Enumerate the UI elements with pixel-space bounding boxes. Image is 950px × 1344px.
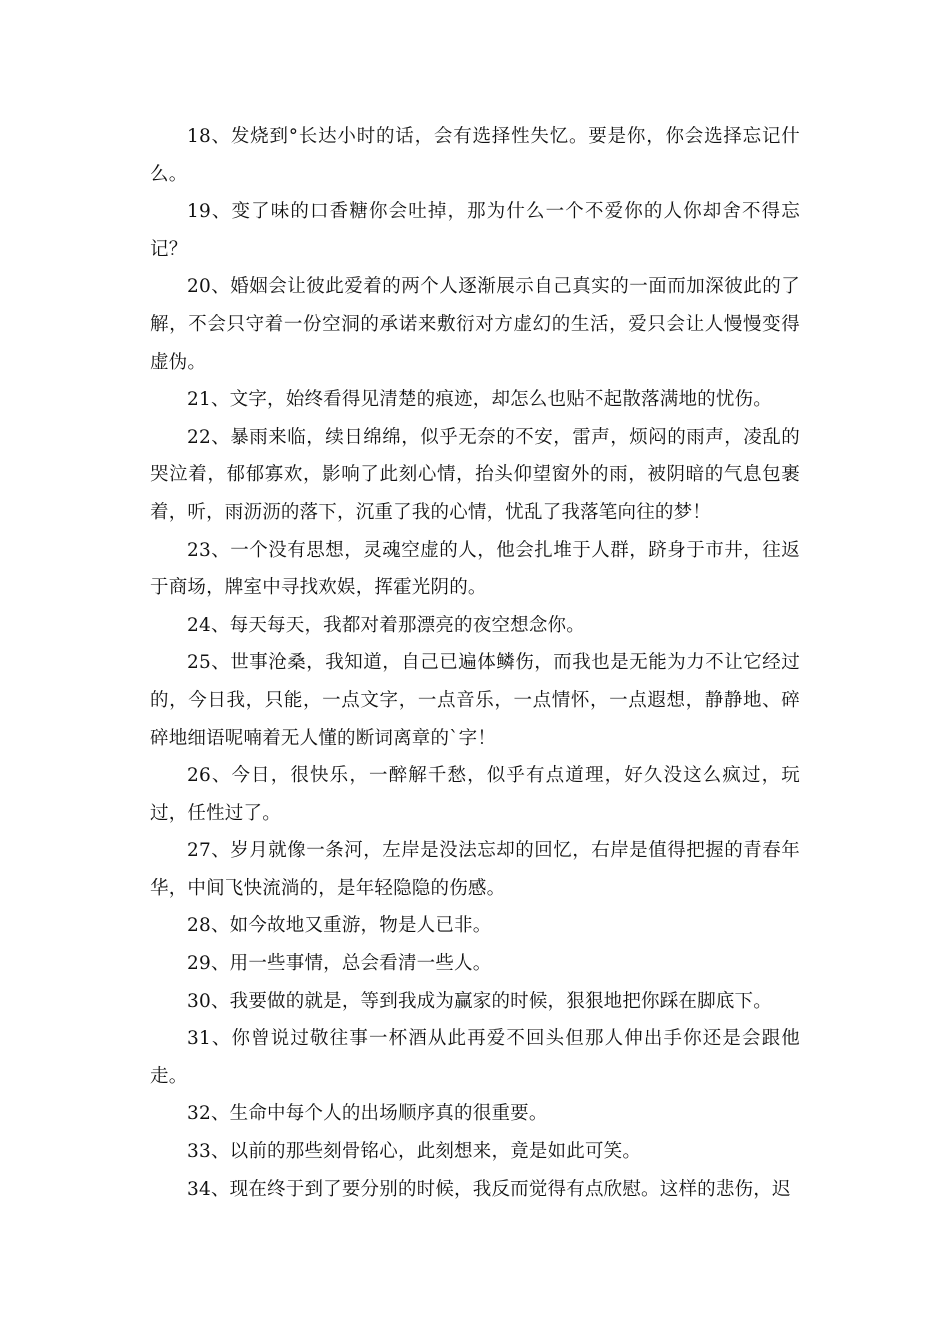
paragraph-21: 21、文字，始终看得见清楚的痕迹，却怎么也贴不起散落满地的忧伤。 bbox=[187, 389, 772, 411]
paragraph-19: 19、变了味的口香糖你会吐掉，那为什么一个不爱你的人你却舍不得忘记？ bbox=[150, 201, 800, 260]
paragraph-29: 29、用一些事情，总会看清一些人。 bbox=[187, 953, 492, 975]
paragraph-27: 27、岁月就像一条河，左岸是没法忘却的回忆，右岸是值得把握的青春年华，中间飞快流淌的，是年轻隐隐的伤感。 bbox=[150, 840, 800, 899]
paragraph-25: 25、世事沧桑，我知道，自己已遍体鳞伤，而我也是无能为力不让它经过的，今日我，只能，一点文字，一点音乐，一点情怀，一点遐想，静静地、碎碎地细语呢喃着无人懂的断词离章的`字！ bbox=[150, 652, 800, 749]
paragraph-32: 32、生命中每个人的出场顺序真的很重要。 bbox=[187, 1103, 548, 1125]
paragraph-26: 26、今日，很快乐，一醉解千愁，似乎有点道理，好久没这么疯过，玩过，任性过了。 bbox=[150, 765, 800, 824]
paragraph-18: 18、发烧到°长达小时的话，会有选择性失忆。要是你，你会选择忘记什么。 bbox=[150, 126, 800, 185]
paragraph-20: 20、婚姻会让彼此爱着的两个人逐渐展示自己真实的一面而加深彼此的了解，不会只守着一份空洞的承诺来敷衍对方虚幻的生活，爱只会让人慢慢变得虚伪。 bbox=[150, 276, 800, 373]
paragraph-28: 28、如今故地又重游，物是人已非。 bbox=[187, 915, 492, 937]
paragraph-30: 30、我要做的就是，等到我成为赢家的时候，狠狠地把你踩在脚底下。 bbox=[187, 990, 772, 1012]
paragraph-22: 22、暴雨来临，续日绵绵，似乎无奈的不安，雷声，烦闷的雨声，凌乱的哭泣着，郁郁寡欢，影响了此刻心情，抬头仰望窗外的雨，被阴暗的气息包裹着，听，雨沥沥的落下，沉重了我的心情，忧乱了我落笔向往的梦！ bbox=[150, 426, 800, 523]
paragraph-23: 23、一个没有思想，灵魂空虚的人，他会扎堆于人群，跻身于市井，往返于商场，牌室中寻找欢娱，挥霍光阴的。 bbox=[150, 539, 800, 599]
document-body bbox=[150, 118, 800, 1208]
paragraph-24: 24、每天每天，我都对着那漂亮的夜空想念你。 bbox=[187, 614, 585, 636]
paragraph-34: 34、现在终于到了要分别的时候，我反而觉得有点欣慰。这样的悲伤，迟 bbox=[187, 1178, 791, 1200]
paragraph-33: 33、以前的那些刻骨铭心，此刻想来，竟是如此可笑。 bbox=[187, 1141, 642, 1163]
paragraph-31: 31、你曾说过敬往事一杯酒从此再爱不回头但那人伸出手你还是会跟他走。 bbox=[150, 1028, 800, 1087]
